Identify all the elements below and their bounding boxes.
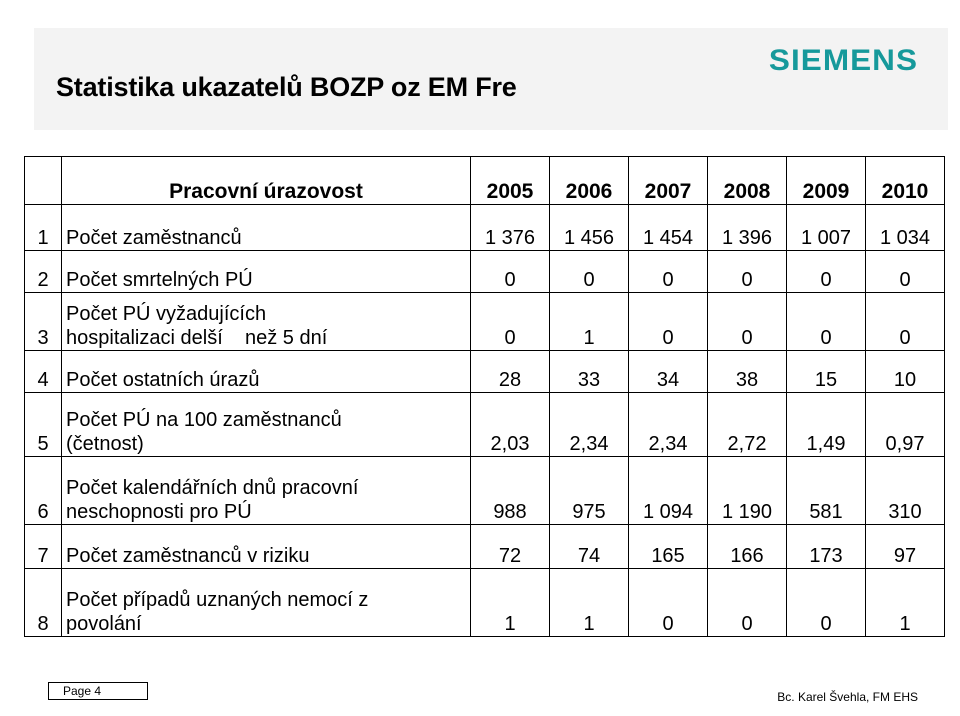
row-value: 0 [629, 569, 708, 637]
row-label-line: Počet zaměstnanců [66, 227, 242, 249]
row-value: 0 [471, 293, 550, 351]
row-label-line: Počet smrtelných PÚ [66, 269, 253, 291]
row-number: 5 [25, 393, 62, 457]
row-value: 0 [708, 569, 787, 637]
table-row [25, 569, 945, 637]
row-label-line: Počet ostatních úrazů [66, 369, 260, 391]
row-number: 4 [25, 351, 62, 393]
header-year: 2005 [471, 157, 550, 205]
row-value: 0 [787, 569, 866, 637]
footer-page-number: Page 4 [48, 682, 148, 700]
row-number: 2 [25, 251, 62, 293]
row-number: 8 [25, 569, 62, 637]
row-label [62, 251, 471, 293]
slide-title: Statistika ukazatelů BOZP oz EM Fre [56, 72, 517, 102]
row-value: 581 [787, 457, 866, 525]
row-value: 38 [708, 351, 787, 393]
row-label-line: hospitalizaci delší než 5 dní [66, 327, 328, 349]
row-value: 1 [550, 293, 629, 351]
siemens-logo: SIEMENS [768, 44, 918, 77]
row-value: 97 [866, 525, 945, 569]
row-value: 988 [471, 457, 550, 525]
row-number: 6 [25, 457, 62, 525]
row-value: 0 [471, 251, 550, 293]
row-number: 7 [25, 525, 62, 569]
row-value: 0 [708, 293, 787, 351]
row-value: 1 454 [629, 205, 708, 251]
row-label-line: Počet zaměstnanců v riziku [66, 545, 310, 567]
row-value: 0 [866, 251, 945, 293]
row-number: 3 [25, 293, 62, 351]
row-value: 1 456 [550, 205, 629, 251]
header-num-cell [25, 157, 62, 205]
row-value: 72 [471, 525, 550, 569]
row-value: 1 [550, 569, 629, 637]
row-value: 1 376 [471, 205, 550, 251]
header-year: 2006 [550, 157, 629, 205]
row-label [62, 569, 471, 637]
row-value: 1 190 [708, 457, 787, 525]
header-year: 2010 [866, 157, 945, 205]
row-label-line: Počet PÚ na 100 zaměstnanců [66, 409, 342, 431]
row-value: 1,49 [787, 393, 866, 457]
row-value: 173 [787, 525, 866, 569]
row-value: 0 [866, 293, 945, 351]
row-value: 74 [550, 525, 629, 569]
row-number: 1 [25, 205, 62, 251]
row-value: 15 [787, 351, 866, 393]
row-value: 2,34 [629, 393, 708, 457]
table-row [25, 293, 945, 351]
row-value: 975 [550, 457, 629, 525]
row-value: 0 [787, 251, 866, 293]
row-label-line: Počet kalendářních dnů pracovní [66, 477, 359, 499]
row-label-line: (četnost) [66, 433, 144, 455]
row-label [62, 457, 471, 525]
row-value: 1 [866, 569, 945, 637]
row-label [62, 525, 471, 569]
table-row [25, 251, 945, 293]
row-value: 0 [708, 251, 787, 293]
row-label [62, 393, 471, 457]
row-label-line: povolání [66, 613, 142, 635]
table-header-row [25, 157, 945, 205]
header-year: 2007 [629, 157, 708, 205]
row-value: 28 [471, 351, 550, 393]
table-row [25, 457, 945, 525]
table-row [25, 393, 945, 457]
slide-header [34, 28, 948, 130]
row-value: 0 [787, 293, 866, 351]
table-row [25, 351, 945, 393]
row-value: 2,34 [550, 393, 629, 457]
footer-author: Bc. Karel Švehla, FM EHS [777, 690, 918, 704]
row-value: 1 094 [629, 457, 708, 525]
row-value: 166 [708, 525, 787, 569]
header-year: 2009 [787, 157, 866, 205]
table-row [25, 205, 945, 251]
header-year: 2008 [708, 157, 787, 205]
row-value: 0,97 [866, 393, 945, 457]
row-value: 0 [550, 251, 629, 293]
row-label-line: Počet PÚ vyžadujících [66, 303, 267, 325]
row-value: 0 [629, 251, 708, 293]
row-value: 1 034 [866, 205, 945, 251]
row-value: 2,72 [708, 393, 787, 457]
row-value: 10 [866, 351, 945, 393]
row-value: 165 [629, 525, 708, 569]
row-value: 34 [629, 351, 708, 393]
row-label [62, 293, 471, 351]
row-label-line: Počet případů uznaných nemocí z [66, 589, 369, 611]
row-label-line: neschopnosti pro PÚ [66, 501, 252, 523]
row-label [62, 351, 471, 393]
row-value: 1 007 [787, 205, 866, 251]
row-value: 2,03 [471, 393, 550, 457]
header-label: Pracovní úrazovost [62, 157, 471, 205]
row-value: 1 [471, 569, 550, 637]
row-value: 310 [866, 457, 945, 525]
row-label [62, 205, 471, 251]
row-value: 1 396 [708, 205, 787, 251]
statistics-table [24, 156, 945, 637]
row-value: 0 [629, 293, 708, 351]
row-value: 33 [550, 351, 629, 393]
table-row [25, 525, 945, 569]
